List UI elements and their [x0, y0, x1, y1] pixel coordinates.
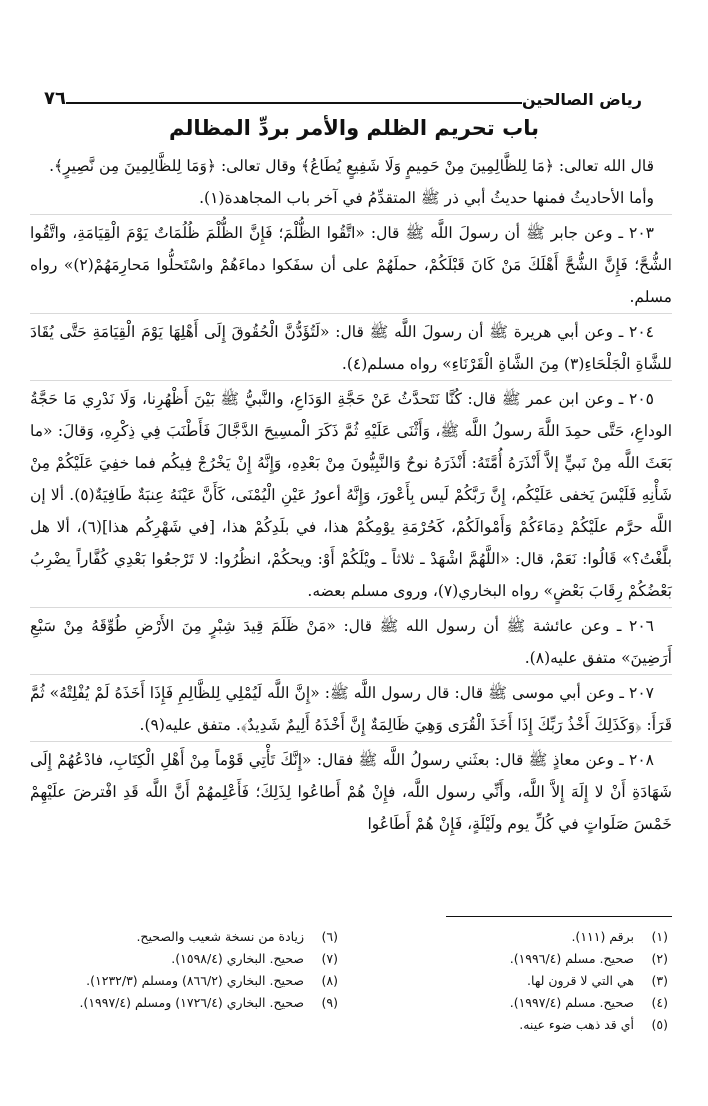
footnote-number: (٥) [651, 1017, 668, 1032]
footnote-rule [446, 916, 672, 917]
hadith-206: ٢٠٦ ـ وعن عائشة ﷺ أن رسول الله ﷺ قال: «مَنْ ظَلَمَ قِيدَ شِبْرٍ مِنَ الأَرْضِ طُوِّقَهُ مِنْ سَبْعِ أَرَضِينَ» متفق عليه(٨). [30, 607, 672, 674]
footnote [36, 992, 338, 1014]
footnote-text: صحيح. مسلم (١٩٩٧/٤). [509, 995, 634, 1010]
footnote [366, 1014, 668, 1036]
footnotes-right-column [366, 926, 668, 1036]
page-number: ٧٦ [44, 88, 66, 109]
footnotes-left-column [36, 926, 338, 1036]
footnote-text: أي قد ذهب ضوء عينه. [519, 1017, 634, 1032]
footnote-number: (٤) [651, 995, 668, 1010]
footnote [36, 926, 338, 948]
footnote [36, 948, 338, 970]
hadith-203: ٢٠٣ ـ وعن جابر ﷺ أن رسولَ اللَّه ﷺ قال: «اتَّقُوا الظُّلْمَ؛ فَإِنَّ الظُّلْمَ ظُلُمَاتٌ يَوْمَ الْقِيَامَةِ، واتَّقُوا الشُّحَّ؛ فَإِنَّ الشُّحَّ أَهْلَكَ مَنْ كَانَ قَبْلَكُمْ، حملَهُمْ على أن سفَكوا دماءَهُمْ واسْتَحلُّوا مَحارِمَهُمْ(٢)» رواه مسلم. [30, 214, 672, 313]
hadith-207: ٢٠٧ ـ وعن أبي موسى ﷺ قال: قال رسول اللَّه ﷺ: «إِنَّ اللَّه لَيُمْلِي لِلظَّالِمِ فَإِذَا أَخَذَهُ لَمْ يُفْلِتْهُ» ثُمَّ قَرَأَ: ﴿وَكَذَلِكَ أَخْذُ رَبِّكَ إِذَا أَخَذَ الْقُرَى وَهِيَ ظَالِمَةٌ إِنَّ أَخْذَهُ أَلِيمٌ شَدِيدٌ﴾. متفق عليه(٩). [30, 674, 672, 741]
footnote [366, 948, 668, 970]
footnote-number: (٩) [321, 995, 338, 1010]
intro-hadith-reference: وأما الأحاديثُ فمنها حديثُ أبي ذر ﷺ المتقدِّمُ في آخر باب المجاهدة(١). [199, 189, 654, 207]
footnote-text: برقم (١١١). [571, 929, 634, 944]
footnote-number: (٦) [321, 929, 338, 944]
footnote [366, 926, 668, 948]
footnote-text: زيادة من نسخة شعيب والصحيح. [136, 929, 304, 944]
hadith-208: ٢٠٨ ـ وعن معاذٍ ﷺ قال: بعثَني رسولُ اللَّه ﷺ فقال: «إِنَّكَ تَأْتِي قَوْماً مِنْ أَهْلِ الْكِتَابِ، فادْعُهُمْ إِلَى شَهَادَةِ أَنْ لا إِلَهَ إِلاَّ اللَّه، وأَنِّي رسول اللَّه، فإِنْ هُمْ أَطاعُوا لِذَلِكَ؛ فَأَعْلِمهُمْ أَنَّ اللَّه قَدِ افْترضَ علَيْهِمْ خَمْسَ صَلَواتٍ في كُلِّ يوم ولَيْلَةٍ، فَإِنْ هُمْ أَطَاعُوا [30, 741, 672, 840]
footnote-number: (٣) [651, 973, 668, 988]
book-title: رياض الصالحين [521, 90, 642, 109]
footnote-number: (١) [651, 929, 668, 944]
chapter-title: باب تحريم الظلم والأمر بردِّ المظالم [169, 116, 539, 140]
footnote [36, 970, 338, 992]
footnote-text: صحيح. البخاري (٨٦٦/٢) ومسلم (١٢٣٢/٣). [86, 973, 304, 988]
footnote-number: (٢) [651, 951, 668, 966]
footnote-text: صحيح. البخاري (١٥٩٨/٤). [171, 951, 304, 966]
footnote-text: صحيح. البخاري (١٧٢٦/٤) ومسلم (١٩٩٧/٤). [79, 995, 304, 1010]
footnote [366, 992, 668, 1014]
footnote-number: (٨) [321, 973, 338, 988]
footnotes [36, 926, 668, 1036]
hadith-205: ٢٠٥ ـ وعن ابن عمر ﷺ قال: كُنَّا نَتَحدَّثُ عَنْ حَجَّةِ الوَدَاعِ، والنَّبيُّ ﷺ بَيْنَ أَظْهُرِنا، وَلَا نَدْرِي مَا حَجَّةُ الوداعِ، حَتَّى حمِدَ اللَّهَ رسولُ اللَّه ﷺ، وَأَثْنَى عَلَيْهِ ثُمَّ ذَكَرَ الْمسِيحَ الدَّجَّالَ فَأَطْنَبَ فِي ذِكْرِهِ، وَقالَ: «ما بَعَثَ اللَّه مِنْ نَبيٍّ إلاَّ أَنْذَرَهُ أُمَّتَهُ: أَنْذَرَهُ نوحٌ وَالنَّبِيُّونَ مِنْ بَعْدِهِ، وَإِنَّهُ إِنْ يَخْرُجْ فِيكُم فما خفِيَ عَلَيْكُمْ مِنْ شَأْنِهِ فَلَيْسَ يَخفى عَلَيْكُم، إِنَّ رَبَّكُمْ لَيس بِأَعْورَ، وَإِنَّهُ أعورُ عَيْنِ الْيُمْنَى، كَأَنَّ عَيْنَهُ عِنبَةٌ طَافِيَةٌ(٥). ألا إن اللَّه حرَّم علَيْكُمْ دِمَاءَكُمْ وَأَمْوالَكُمْ، كَحُرْمَةِ يوْمِكُمْ هذا، في بلَدِكُمْ هذا، [في شَهْرِكُم هذا](٦)، ألا هل بلَّغْتُ؟» قَالُوا: نَعَمْ، قال: «اللَّهُمَّ اشْهَدْ ـ ثلاثاً ـ ويْلَكُمْ أَوْ: ويحكُمْ، انظُرُوا: لا تَرْجعُوا بَعْدِي كُفَّاراً يضْرِبُ بَعْضُكُمْ رِقَابَ بَعْضٍ» رواه البخاري(٧)، وروى مسلم بعضه. [30, 380, 672, 607]
footnote-text: هي التي لا قرون لها. [527, 973, 634, 988]
footnote-text: صحيح. مسلم (١٩٩٦/٤). [509, 951, 634, 966]
hadith-204: ٢٠٤ ـ وعن أبي هريرة ﷺ أن رسولَ اللَّه ﷺ قال: «لَتُؤَدُّنَّ الْحُقُوقَ إِلَى أَهْلِهَا يَوْمَ الْقِيَامَةِ حَتَّى يُقَادَ للشَّاةِ الْجَلْحَاءِ(٣) مِنَ الشَّاةِ الْقَرْنَاءِ» رواه مسلم(٤). [30, 313, 672, 380]
running-header [30, 82, 656, 108]
body-text [30, 150, 672, 840]
intro-verses: قال الله تعالى: ﴿مَا لِلظَّالِمِينَ مِنْ حَمِيمٍ وَلَا شَفِيعٍ يُطَاعُ﴾ وقال تعالى: ﴿وَمَا لِلظَّالِمِينَ مِن نَّصِيرٍ﴾. [49, 157, 654, 175]
footnote-number: (٧) [321, 951, 338, 966]
footnote [366, 970, 668, 992]
header-rule [66, 102, 522, 104]
